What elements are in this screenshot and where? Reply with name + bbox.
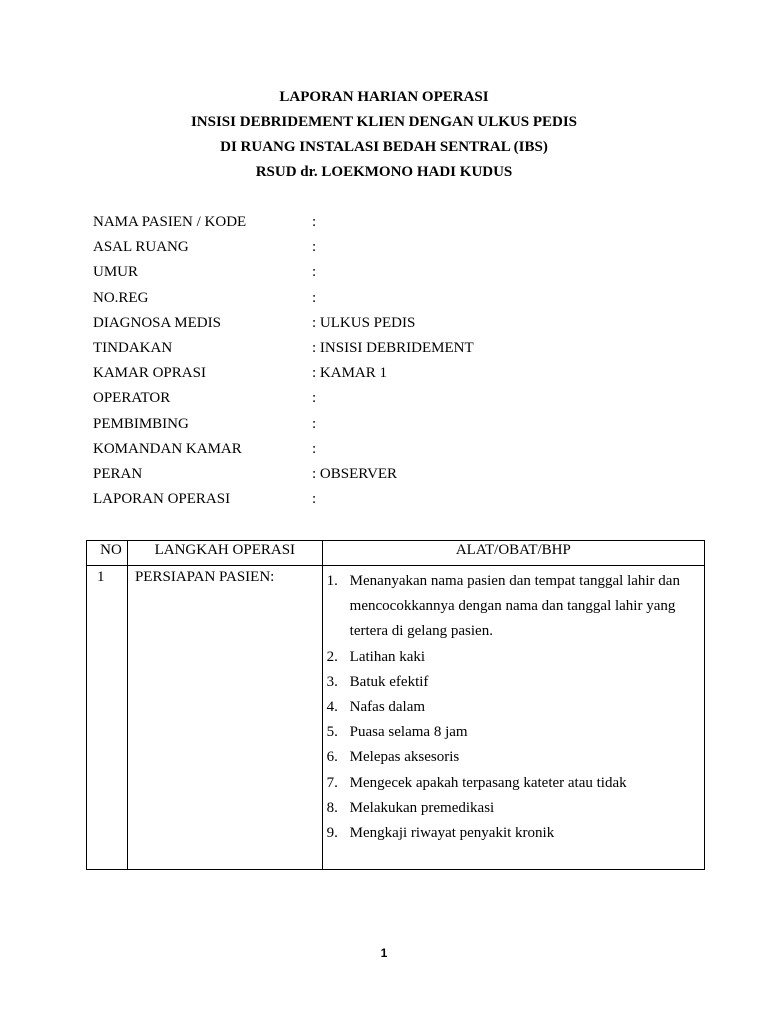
- field-label: TINDAKAN: [93, 339, 173, 356]
- list-item: [323, 771, 698, 796]
- list-item-text: Melepas aksesoris: [349, 749, 460, 766]
- list-item-number: 8.: [326, 799, 338, 816]
- field-value: :: [312, 289, 317, 306]
- row-step: PERSIAPAN PASIEN:: [127, 566, 322, 870]
- list-item-number: 6.: [326, 749, 338, 766]
- row-number: 1: [87, 566, 128, 870]
- report-title: [0, 88, 768, 188]
- list-item-number: 1.: [326, 573, 338, 589]
- patient-info-fields: [93, 213, 713, 515]
- field-value: : ULKUS PEDIS: [312, 314, 416, 331]
- list-item-text: Mengecek apakah terpasang kateter atau tidak: [349, 774, 627, 791]
- list-item-text: Latihan kaki: [349, 648, 426, 665]
- field-row: [93, 415, 713, 440]
- table-header-row: [87, 541, 705, 566]
- page-number: 1: [380, 946, 388, 960]
- field-value: : KAMAR 1: [312, 365, 388, 382]
- preparation-list: [323, 569, 698, 846]
- list-item-number: 7.: [326, 774, 338, 791]
- list-item: [323, 720, 698, 745]
- field-label: OPERATOR: [93, 390, 171, 407]
- field-label: KOMANDAN KAMAR: [93, 440, 242, 457]
- field-value: :: [312, 264, 317, 281]
- title-line-2: INSISI DEBRIDEMENT KLIEN DENGAN ULKUS PEDIS: [190, 114, 578, 130]
- field-row: [93, 389, 713, 414]
- field-row: [93, 465, 713, 490]
- operation-steps-table: [86, 540, 705, 870]
- field-value: :: [312, 491, 317, 508]
- list-item-number: 5.: [326, 724, 338, 741]
- row-tools: [322, 566, 704, 870]
- field-row: [93, 238, 713, 263]
- field-value: : INSISI DEBRIDEMENT: [312, 339, 474, 356]
- field-label: NO.REG: [93, 289, 149, 306]
- field-value: :: [312, 415, 317, 432]
- field-row: [93, 440, 713, 465]
- title-line-1: LAPORAN HARIAN OPERASI: [279, 89, 489, 105]
- table-row: [87, 566, 705, 870]
- field-value: :: [312, 390, 317, 407]
- list-item-number: 4.: [326, 699, 338, 716]
- field-label: PEMBIMBING: [93, 415, 189, 432]
- field-row: [93, 314, 713, 339]
- list-item: [323, 821, 698, 846]
- list-item: [323, 745, 698, 770]
- header-step: LANGKAH OPERASI: [127, 541, 322, 566]
- field-value: :: [312, 440, 317, 457]
- list-item-text: Mengkaji riwayat penyakit kronik: [349, 825, 555, 842]
- field-row: [93, 289, 713, 314]
- list-item-text: Puasa selama 8 jam: [349, 724, 468, 741]
- list-item-text: Nafas dalam: [349, 699, 426, 716]
- field-row: [93, 263, 713, 288]
- field-value: :: [312, 214, 317, 230]
- list-item-number: 2.: [326, 648, 338, 665]
- list-item-text: Menanyakan nama pasien dan tempat tanggal lahir dan mencocokkannya dengan nama dan tanggal lahir yang tertera di gelang pasien.: [349, 573, 680, 640]
- field-label: UMUR: [93, 264, 139, 281]
- field-row: [93, 364, 713, 389]
- list-item-number: 9.: [326, 825, 338, 842]
- field-label: KAMAR OPRASI: [93, 365, 206, 382]
- field-label: NAMA PASIEN / KODE: [93, 214, 247, 230]
- list-item: [323, 569, 698, 645]
- field-value: : OBSERVER: [312, 465, 398, 482]
- list-item: [323, 796, 698, 821]
- list-item: [323, 670, 698, 695]
- list-item: [323, 645, 698, 670]
- field-label: PERAN: [93, 465, 143, 482]
- field-row: [93, 339, 713, 364]
- list-item-text: Melakukan premedikasi: [349, 799, 495, 816]
- title-line-3: DI RUANG INSTALASI BEDAH SENTRAL (IBS): [220, 139, 548, 155]
- field-label: DIAGNOSA MEDIS: [93, 314, 221, 331]
- list-item: [323, 695, 698, 720]
- list-item-text: Batuk efektif: [349, 673, 429, 690]
- list-item-number: 3.: [326, 673, 338, 690]
- field-row: [93, 490, 713, 515]
- title-line-4: RSUD dr. LOEKMONO HADI KUDUS: [255, 164, 513, 180]
- header-no: NO: [87, 541, 128, 566]
- header-tools: ALAT/OBAT/BHP: [322, 541, 704, 566]
- field-row: [93, 213, 713, 238]
- field-label: ASAL RUANG: [93, 239, 189, 256]
- field-label: LAPORAN OPERASI: [93, 491, 231, 508]
- field-value: :: [312, 239, 317, 256]
